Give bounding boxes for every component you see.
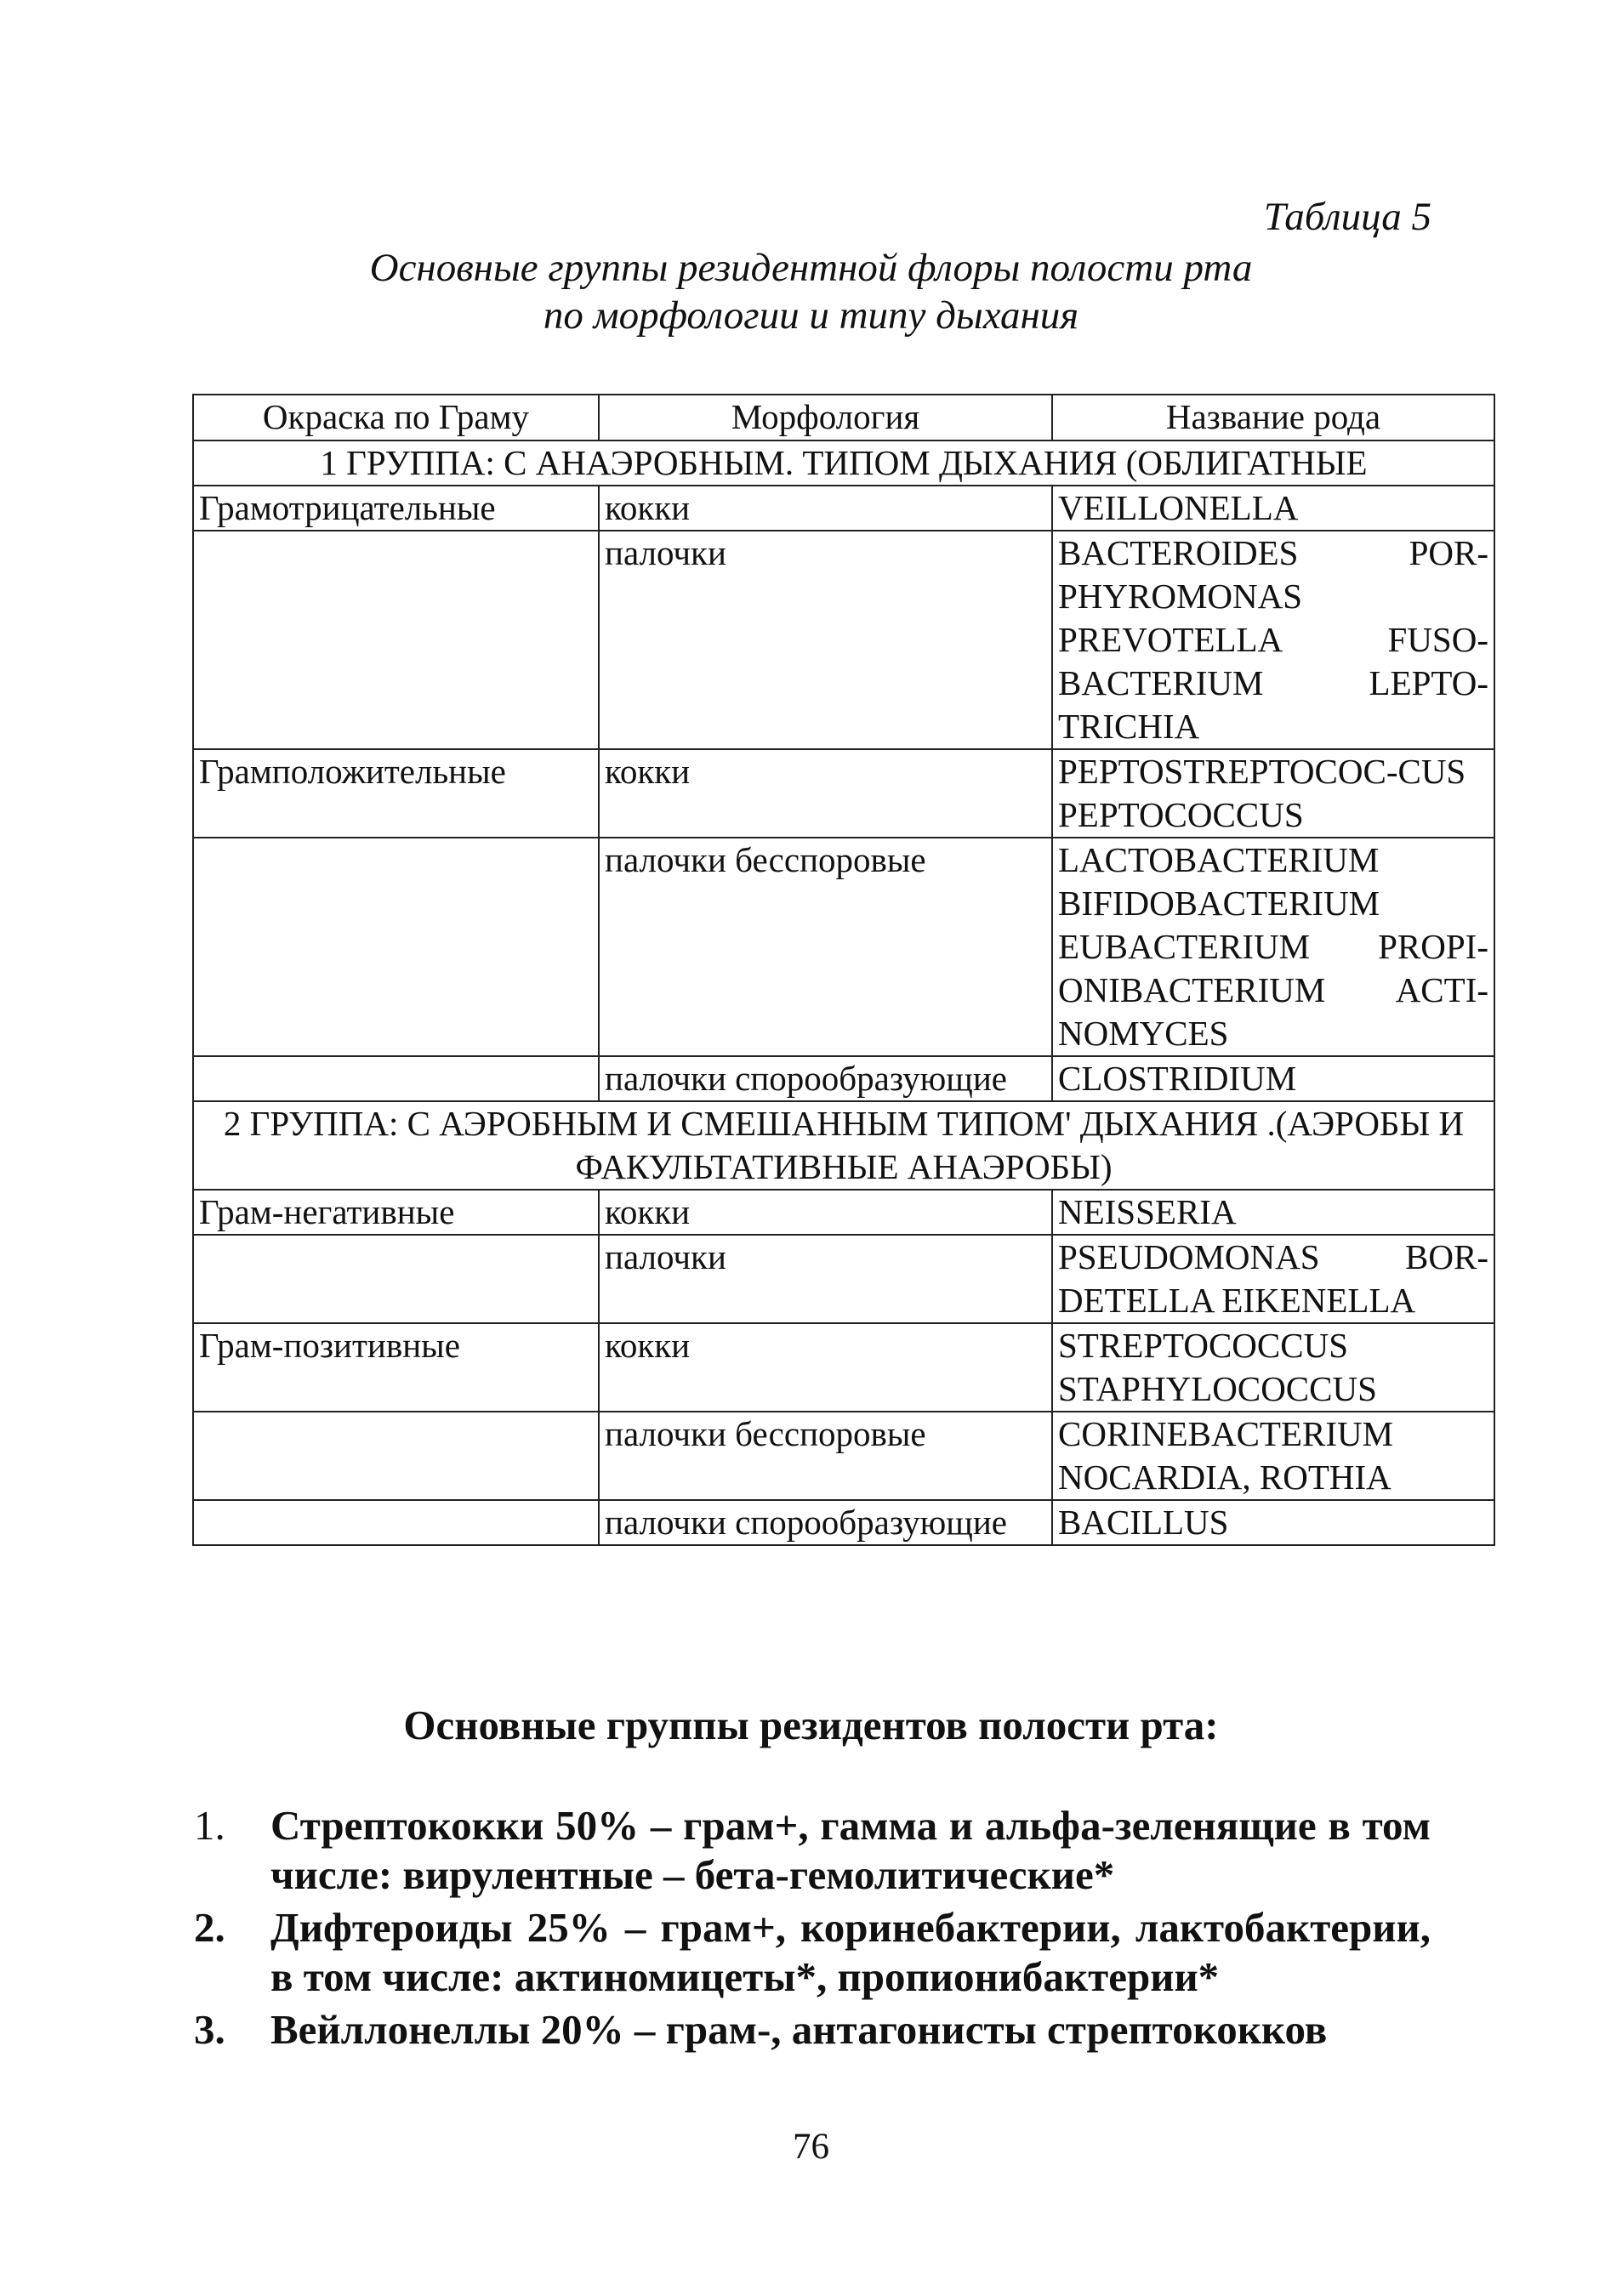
cell-genus: PSEUDOMONAS BOR-DETELLA EIKENELLA	[1052, 1235, 1494, 1323]
resident-groups-list	[194, 1801, 1431, 2058]
table-row	[193, 838, 1494, 1056]
list-item-text: Вейллонеллы 20% – грам-, антагонисты стрептококков	[270, 2006, 1328, 2053]
table-row	[193, 1500, 1494, 1545]
list-item-text: Дифтероиды 25% – грам+, коринебактерии, лактобактерии, в том числе: актиномицеты*, пропионибактерии*	[270, 1904, 1431, 2000]
cell-genus: BACTEROIDES POR-PHYROMONAS PREVOTELLA FUSO-BACTERIUM LEPTO-TRICHIA	[1052, 531, 1494, 749]
cell-genus: VEILLONELLA	[1052, 486, 1494, 531]
cell-gram: Грамотрицательные	[193, 486, 599, 531]
cell-morph: кокки	[599, 1323, 1052, 1412]
cell-morph: палочки	[599, 531, 1052, 749]
group1-title: 1 ГРУППА: С АНАЭРОБНЫМ. ТИПОМ ДЫХАНИЯ (ОБЛИГАТНЫЕ	[193, 440, 1494, 486]
list-item	[194, 1801, 1431, 1900]
table-row	[193, 1323, 1494, 1412]
list-item-number: 1.	[194, 1802, 225, 1849]
cell-morph: палочки	[599, 1235, 1052, 1323]
table-row	[193, 1235, 1494, 1323]
group2-title-row	[193, 1101, 1494, 1190]
cell-gram: Грам-позитивные	[193, 1323, 599, 1412]
list-item	[194, 1903, 1431, 2002]
cell-gram	[193, 1056, 599, 1101]
cell-gram	[193, 531, 599, 749]
table-row	[193, 531, 1494, 749]
cell-genus: STREPTOCOCCUS STAPHYLOCOCCUS	[1052, 1323, 1494, 1412]
cell-morph: палочки бесспоровые	[599, 1412, 1052, 1500]
cell-genus: NEISSERIA	[1052, 1190, 1494, 1235]
table-caption-line2: по морфологии и типу дыхания	[543, 293, 1079, 338]
flora-table	[192, 394, 1495, 1546]
table-row	[193, 486, 1494, 531]
cell-gram	[193, 1500, 599, 1545]
table-row	[193, 1412, 1494, 1500]
list-item	[194, 2005, 1431, 2054]
cell-morph: кокки	[599, 749, 1052, 838]
header-morphology: Морфология	[599, 395, 1052, 440]
group2-title: 2 ГРУППА: С АЭРОБНЫМ И СМЕШАННЫМ ТИПОМ' ДЫХАНИЯ .(АЭРОБЫ И ФАКУЛЬТАТИВНЫЕ АНАЭРОБЫ)	[193, 1101, 1494, 1190]
table-row	[193, 749, 1494, 838]
page-number: 76	[793, 2127, 829, 2167]
cell-genus: BACILLUS	[1052, 1500, 1494, 1545]
group1-title-row	[193, 440, 1494, 486]
cell-morph: палочки спорообразующие	[599, 1500, 1052, 1545]
cell-gram	[193, 1412, 599, 1500]
cell-morph: кокки	[599, 486, 1052, 531]
header-gram: Окраска по Граму	[193, 395, 599, 440]
table-label: Таблица 5	[1263, 195, 1431, 239]
table-caption-line1: Основные группы резидентной флоры полости рта	[369, 246, 1253, 290]
table-row	[193, 1190, 1494, 1235]
cell-genus: CORINEBACTERIUM NOCARDIA, ROTHIA	[1052, 1412, 1494, 1500]
cell-gram	[193, 1235, 599, 1323]
list-item-number: 3.	[194, 2006, 225, 2053]
list-item-number: 2.	[194, 1904, 225, 1951]
table-row	[193, 1056, 1494, 1101]
cell-genus: CLOSTRIDIUM	[1052, 1056, 1494, 1101]
table-header-row	[193, 395, 1494, 440]
cell-morph: кокки	[599, 1190, 1052, 1235]
cell-gram: Грамположительные	[193, 749, 599, 838]
cell-gram	[193, 838, 599, 1056]
cell-morph: палочки спорообразующие	[599, 1056, 1052, 1101]
header-genus: Название рода	[1052, 395, 1494, 440]
list-item-text: Стрептококки 50% – грам+, гамма и альфа-зеленящие в том числе: вирулентные – бета-гемолитические*	[270, 1802, 1431, 1898]
section-title: Основные группы резидентов полости рта:	[403, 1702, 1219, 1748]
cell-genus: LACTOBACTERIUM BIFIDOBACTERIUM EUBACTERIUM PROPI-ONIBACTERIUM ACTI-NOMYCES	[1052, 838, 1494, 1056]
cell-gram: Грам-негативные	[193, 1190, 599, 1235]
cell-genus: PEPTOSTREPTOCOC-CUS PEPTOCOCCUS	[1052, 749, 1494, 838]
cell-morph: палочки бесспоровые	[599, 838, 1052, 1056]
